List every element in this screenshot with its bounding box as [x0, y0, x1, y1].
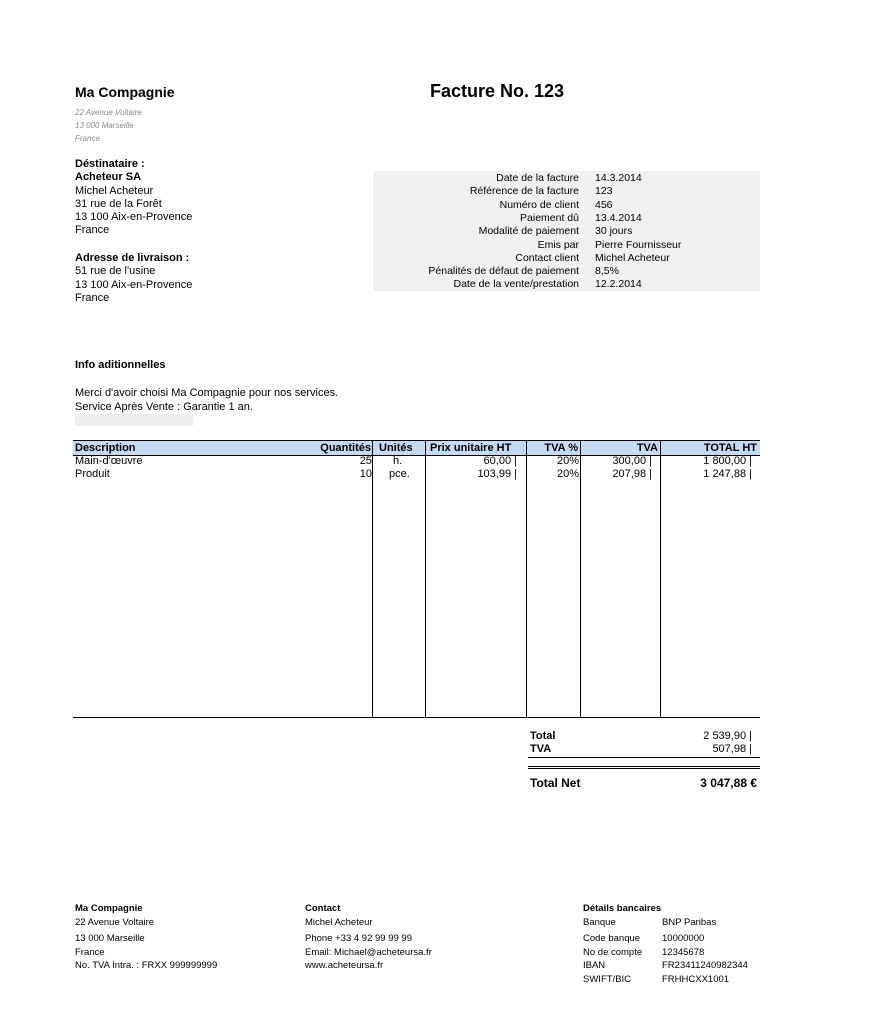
recipient-line: Michel Acheteur: [75, 184, 154, 197]
cell-description: Main-d'œuvre: [75, 455, 143, 467]
net-top-border-double: [528, 768, 760, 769]
company-name: Ma Compagnie: [75, 84, 175, 100]
invoice-details: [373, 171, 760, 291]
vat-total-label: TVA: [530, 743, 552, 755]
detail-label: Paiement dû: [520, 211, 579, 224]
recipient-heading: Déstinataire :: [75, 158, 145, 170]
bank-value: 12345678: [662, 946, 705, 958]
bank-label: SWIFT/BIC: [583, 973, 632, 985]
detail-row: [373, 239, 760, 252]
detail-label: Emis par: [537, 238, 579, 251]
footer-contact-line: Phone +33 4 92 99 99 99: [305, 933, 412, 944]
detail-label: Numéro de client: [499, 198, 579, 211]
bank-label: IBAN: [583, 960, 606, 971]
cell-vat: 300,00 |: [612, 455, 652, 467]
recipient-line: 13 100 Aix-en-Provence: [75, 211, 193, 224]
footer-contact: [305, 902, 432, 973]
detail-value: 13.4.2014: [595, 211, 642, 224]
detail-row: [373, 172, 760, 185]
recipient-line: Acheteur SA: [75, 171, 142, 184]
column-divider: [580, 440, 581, 718]
footer-company-line: 13 000 Marseille: [75, 933, 145, 944]
cell-unit-price: 60,00 |: [483, 455, 517, 467]
detail-row: [373, 212, 760, 225]
info-line: Service Après Vente : Garantie 1 an.: [75, 400, 253, 413]
header-unit: Unités: [379, 442, 413, 454]
recipient-line: France: [75, 224, 110, 237]
shipping-block: [75, 252, 192, 305]
cell-vat-rate: 20%: [556, 468, 579, 480]
info-line: Merci d'avoir choisi Ma Compagnie pour nos services.: [75, 387, 339, 399]
company-address-line: France: [75, 134, 100, 143]
bank-label: Code banque: [583, 933, 641, 944]
info-highlight: [75, 414, 193, 426]
detail-value: 123: [595, 185, 613, 198]
recipient-line: 31 rue de la Forêt: [75, 197, 162, 210]
footer-contact-line: Email: Michael@acheteursa.fr: [305, 946, 432, 958]
cell-unit: h.: [393, 455, 403, 467]
net-total-value: 3 047,88 €: [700, 776, 757, 790]
footer-company-line: France: [75, 946, 105, 958]
info-title: Info aditionnelles: [75, 359, 166, 371]
company-address: [75, 106, 142, 145]
detail-row: [373, 185, 760, 198]
net-total-label: Total Net: [530, 776, 581, 790]
bank-value: 10000000: [662, 933, 705, 944]
header-unit-price: Prix unitaire HT: [430, 442, 512, 454]
detail-row: [373, 199, 760, 212]
detail-row: [373, 225, 760, 238]
cell-vat-rate: 20%: [556, 455, 579, 467]
detail-label: Référence de la facture: [469, 185, 579, 198]
shipping-line: 51 rue de l'usine: [75, 265, 156, 278]
company-address-line: 13 000 Marseille: [75, 121, 134, 130]
column-divider: [660, 440, 661, 718]
cell-total: 1 247,88 |: [703, 468, 752, 480]
bank-row: [583, 973, 761, 987]
cell-unit-price: 103,99 |: [477, 468, 517, 480]
footer-company-name: Ma Compagnie: [75, 903, 143, 914]
cell-quantity: 10: [359, 468, 372, 480]
footer-bank: [583, 902, 761, 986]
company-address-line: 22 Avenue Voltaire: [75, 108, 142, 117]
bank-label: No de compte: [583, 946, 643, 958]
column-divider: [425, 440, 426, 718]
header-description: Description: [75, 442, 136, 454]
header-vat: TVA: [636, 442, 658, 454]
items-table-header: [73, 440, 760, 456]
shipping-line: 13 100 Aix-en-Provence: [75, 278, 193, 291]
footer-bank-title: Détails bancaires: [583, 903, 662, 914]
shipping-line: France: [75, 291, 110, 304]
detail-value: Pierre Fournisseur: [595, 238, 682, 251]
totals-divider: [528, 757, 760, 758]
column-divider: [526, 440, 527, 718]
cell-total: 1 800,00 |: [703, 455, 752, 467]
detail-label: Date de la facture: [496, 172, 579, 184]
bank-label: Banque: [583, 916, 616, 928]
footer-contact-line: www.acheteursa.fr: [305, 960, 384, 971]
recipient-block: [75, 158, 192, 238]
detail-value: 30 jours: [595, 225, 633, 238]
footer-company: [75, 902, 217, 973]
total-value: 2 539,90 |: [703, 730, 752, 742]
bank-value: BNP Paribas: [662, 916, 717, 928]
invoice-title: Facture No. 123: [430, 81, 565, 101]
footer-contact-line: Michel Acheteur: [305, 916, 373, 928]
net-top-border: [528, 766, 760, 767]
cell-vat: 207,98 |: [612, 468, 652, 480]
shipping-heading: Adresse de livraison :: [75, 252, 190, 264]
bank-row: [583, 946, 761, 960]
info-text: [75, 387, 338, 414]
detail-label: Date de la vente/prestation: [453, 278, 579, 291]
vat-total-value: 507,98 |: [712, 743, 752, 755]
header-total: TOTAL HT: [703, 442, 757, 454]
header-quantity: Quantités: [320, 442, 371, 454]
bank-row: [583, 959, 761, 973]
bank-value: FRHHCXX1001: [662, 973, 730, 985]
total-label: Total: [530, 730, 556, 742]
detail-value: 14.3.2014: [595, 172, 642, 184]
detail-label: Modalité de paiement: [478, 225, 579, 238]
column-divider: [372, 440, 373, 718]
table-bottom-border: [73, 717, 760, 718]
footer-company-line: No. TVA Intra. : FRXX 999999999: [75, 960, 218, 971]
detail-value: 8,5%: [595, 265, 619, 278]
cell-description: Produit: [75, 468, 110, 480]
detail-row: [373, 252, 760, 265]
footer-company-line: 22 Avenue Voltaire: [75, 916, 155, 928]
detail-row: [373, 278, 760, 291]
header-vat-rate: TVA %: [544, 442, 578, 454]
bank-row: [583, 932, 761, 946]
cell-quantity: 25: [359, 455, 372, 467]
detail-row: [373, 265, 760, 278]
cell-unit: pce.: [389, 468, 410, 480]
bank-row: [583, 916, 761, 930]
detail-value: 12.2.2014: [595, 278, 642, 291]
bank-value: FR23411240982344: [662, 960, 748, 971]
detail-value: Michel Acheteur: [595, 251, 670, 264]
footer-contact-title: Contact: [305, 903, 341, 914]
detail-label: Pénalités de défaut de paiement: [428, 265, 579, 278]
detail-value: 456: [595, 198, 613, 211]
detail-label: Contact client: [515, 251, 579, 264]
